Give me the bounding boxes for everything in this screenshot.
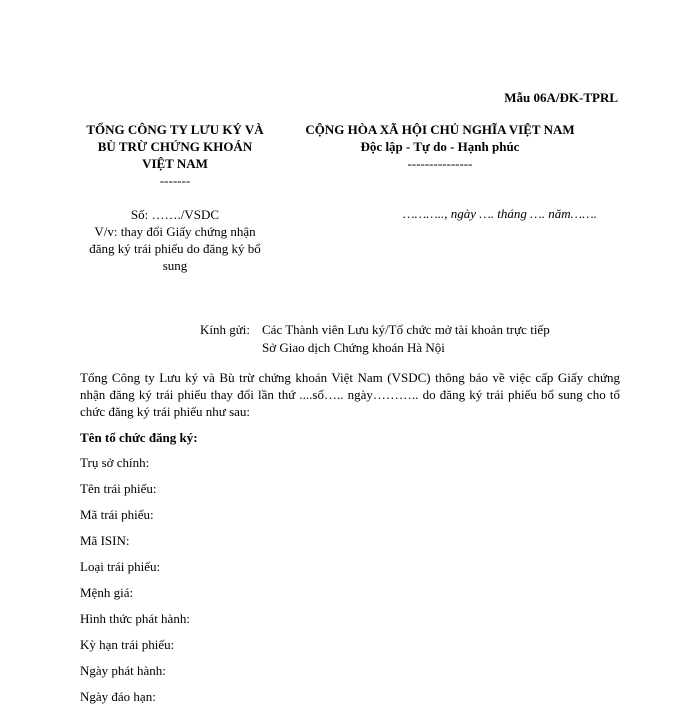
field-isin: Mã ISIN: — [80, 533, 130, 548]
field-bond-name: Tên trái phiếu: — [80, 481, 157, 496]
recipients-label: Kính gửi: — [200, 322, 251, 337]
republic-divider: --------------- — [407, 156, 473, 171]
issuer-header — [70, 121, 280, 189]
issuer-line-2: BÙ TRỪ CHỨNG KHOÁN — [97, 139, 253, 154]
intro-paragraph: Tổng Công ty Lưu ký và Bù trừ chứng khoán Việt Nam (VSDC) thông báo về việc cấp Giấy chứng nhận đăng ký trái phiếu thay đổi lần thứ ....số….. ngày……….. do đăng ký trái phiếu bổ sung cho tổ chức đăng ký trái phiếu như sau: — [80, 370, 620, 419]
field-issue-date: Ngày phát hành: — [80, 663, 166, 678]
form-code: Mẫu 06A/ĐK-TPRL — [504, 90, 618, 105]
date-line: ……….., ngày …. tháng …. năm……. — [403, 206, 597, 221]
field-head-office: Trụ sở chính: — [80, 455, 150, 470]
field-bond-type: Loại trái phiếu: — [80, 559, 161, 574]
field-issuance-form: Hình thức phát hành: — [80, 611, 190, 626]
org-name-label: Tên tổ chức đăng ký: — [80, 430, 198, 445]
field-maturity-date: Ngày đáo hạn: — [80, 689, 156, 704]
issuer-line-3: VIỆT NAM — [142, 156, 208, 171]
field-list — [80, 456, 190, 716]
field-bond-code: Mã trái phiếu: — [80, 507, 154, 522]
recipients-list — [262, 321, 550, 357]
document-number-block — [70, 206, 280, 274]
subject-line-2: đăng ký trái phiếu do đăng ký bổ — [89, 241, 261, 256]
subject-line-1: V/v: thay đổi Giấy chứng nhận — [94, 224, 256, 239]
subject-line-3: sung — [162, 258, 188, 273]
recipient-item: Các Thành viên Lưu ký/Tổ chức mở tài khoản trực tiếp — [262, 322, 550, 337]
republic-motto: Độc lập - Tự do - Hạnh phúc — [360, 139, 520, 154]
field-term: Kỳ hạn trái phiếu: — [80, 637, 175, 652]
issuer-divider: ------- — [159, 173, 191, 188]
document-number: Số: ……./VSDC — [130, 207, 220, 222]
issuer-line-1: TỔNG CÔNG TY LƯU KÝ VÀ — [86, 122, 264, 137]
republic-title: CỘNG HÒA XÃ HỘI CHỦ NGHĨA VIỆT NAM — [305, 122, 575, 137]
recipient-item: Sở Giao dịch Chứng khoán Hà Nội — [262, 340, 445, 355]
field-par-value: Mệnh giá: — [80, 585, 134, 600]
recipients-block — [200, 321, 680, 357]
republic-header — [290, 121, 590, 172]
